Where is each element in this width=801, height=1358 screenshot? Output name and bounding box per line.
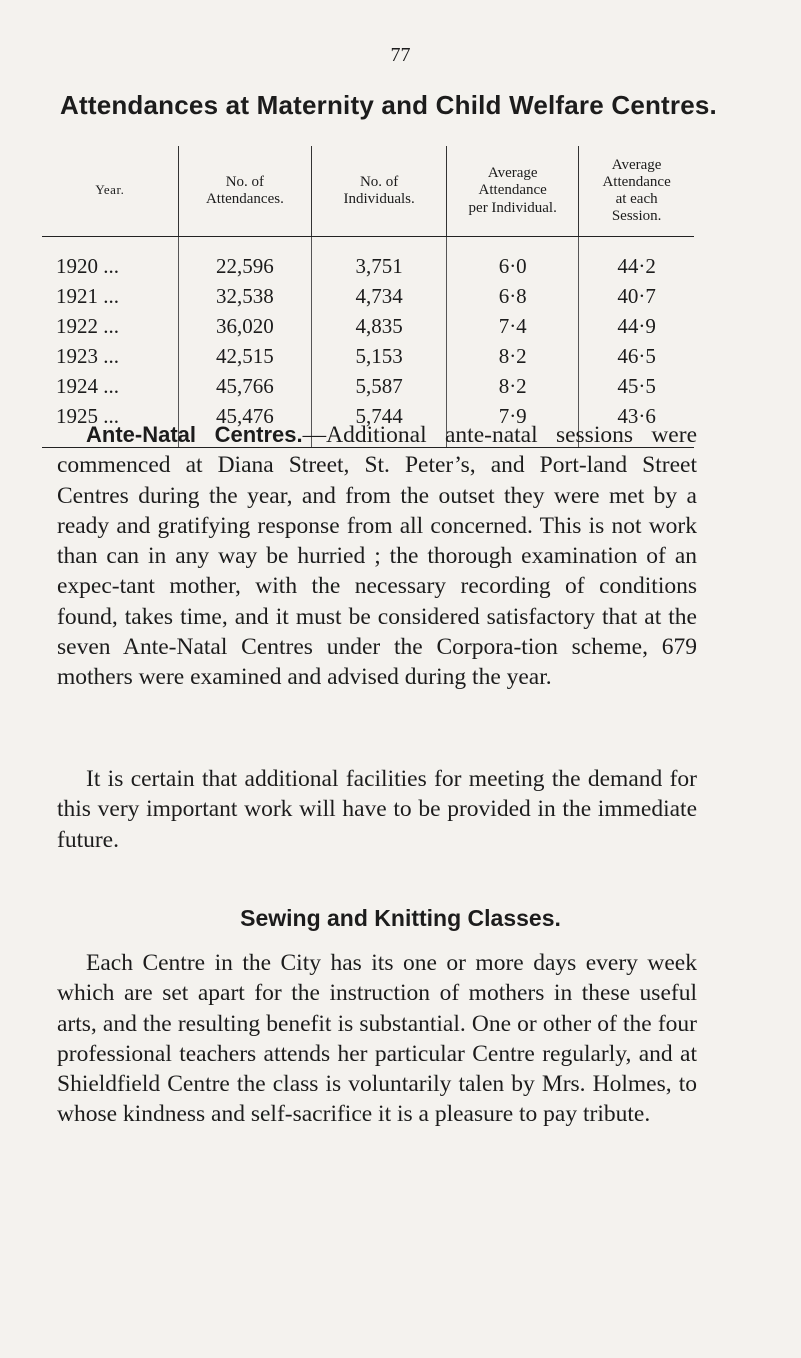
table-row	[42, 311, 694, 341]
table-title: Attendances at Maternity and Child Welfare Centres.	[60, 90, 717, 120]
cell-year: 1920 ...	[56, 253, 119, 278]
cell-year: 1921 ...	[56, 283, 119, 308]
cell-avg-individual: 7·4	[447, 311, 579, 341]
table-row	[42, 237, 694, 282]
table-row	[42, 371, 694, 401]
cell-year: 1923 ...	[56, 343, 119, 368]
cell-individuals: 3,751	[312, 237, 447, 282]
cell-avg-individual: 8·2	[447, 371, 579, 401]
cell-attendances: 22,596	[178, 237, 311, 282]
cell-individuals: 5,153	[312, 341, 447, 371]
cell-avg-session: 44·2	[579, 237, 694, 282]
cell-avg-session: 45·5	[579, 371, 694, 401]
sewing-heading: Sewing and Knitting Classes.	[240, 905, 561, 931]
cell-attendances: 32,538	[178, 281, 311, 311]
cell-avg-session: 40·7	[579, 281, 694, 311]
header-average-per-session: Average Attendance at each Session.	[579, 146, 694, 237]
cell-individuals: 4,734	[312, 281, 447, 311]
table-header-row	[42, 146, 694, 237]
cell-avg-individual: 8·2	[447, 341, 579, 371]
cell-avg-session: 43·6	[579, 401, 694, 448]
attendance-table	[42, 146, 694, 448]
header-average-per-individual: Average Attendance per Individual.	[447, 146, 579, 237]
page-number: 77	[390, 44, 411, 66]
cell-avg-individual: 6·8	[447, 281, 579, 311]
ante-natal-text: —Additional ante-natal sessions were commenced at Diana Street, St. Peter’s, and Port-land Street Centres during the year, and from the outset they were met by a ready and gratifying response from all concerned. This is not work than can in any way be hurried ; the thorough examination of an expec-tant mother, with the necessary recording of conditions found, takes time, and it must be considered satisfactory that at the seven Ante-Natal Centres under the Corpora-tion scheme, 679 mothers were examined and advised during the year.	[57, 422, 697, 691]
cell-avg-individual: 7·9	[447, 401, 579, 448]
cell-individuals: 4,835	[312, 311, 447, 341]
sewing-paragraph: Each Centre in the City has its one or more days every week which are set apart for the instruction of mothers in these useful arts, and the resulting benefit is substantial. One or other of the four professional teachers attends her particular Centre regularly, and at Shieldfield Centre the class is voluntarily talen by Mrs. Holmes, to whose kindness and self-sacrifice it is a pleasure to pay tribute.	[57, 950, 697, 1128]
cell-attendances: 36,020	[178, 311, 311, 341]
header-attendances: No. of Attendances.	[178, 146, 311, 237]
header-year: Year.	[42, 146, 178, 237]
cell-attendances: 45,476	[178, 401, 311, 448]
ante-natal-heading: Ante-Natal Centres.	[86, 422, 303, 447]
ante-natal-paragraph	[57, 420, 697, 693]
header-individuals: No. of Individuals.	[312, 146, 447, 237]
cell-avg-session: 46·5	[579, 341, 694, 371]
table-row	[42, 281, 694, 311]
cell-avg-individual: 6·0	[447, 237, 579, 282]
facilities-paragraph: It is certain that additional facilities for meeting the demand for this very important work will have to be provided in the immediate future.	[57, 766, 697, 853]
cell-attendances: 45,766	[178, 371, 311, 401]
cell-individuals: 5,587	[312, 371, 447, 401]
cell-individuals: 5,744	[312, 401, 447, 448]
cell-year: 1922 ...	[56, 313, 119, 338]
cell-year: 1925 ...	[42, 401, 178, 448]
cell-attendances: 42,515	[178, 341, 311, 371]
cell-year: 1924 ...	[56, 373, 119, 398]
cell-avg-session: 44·9	[579, 311, 694, 341]
table-row	[42, 341, 694, 371]
